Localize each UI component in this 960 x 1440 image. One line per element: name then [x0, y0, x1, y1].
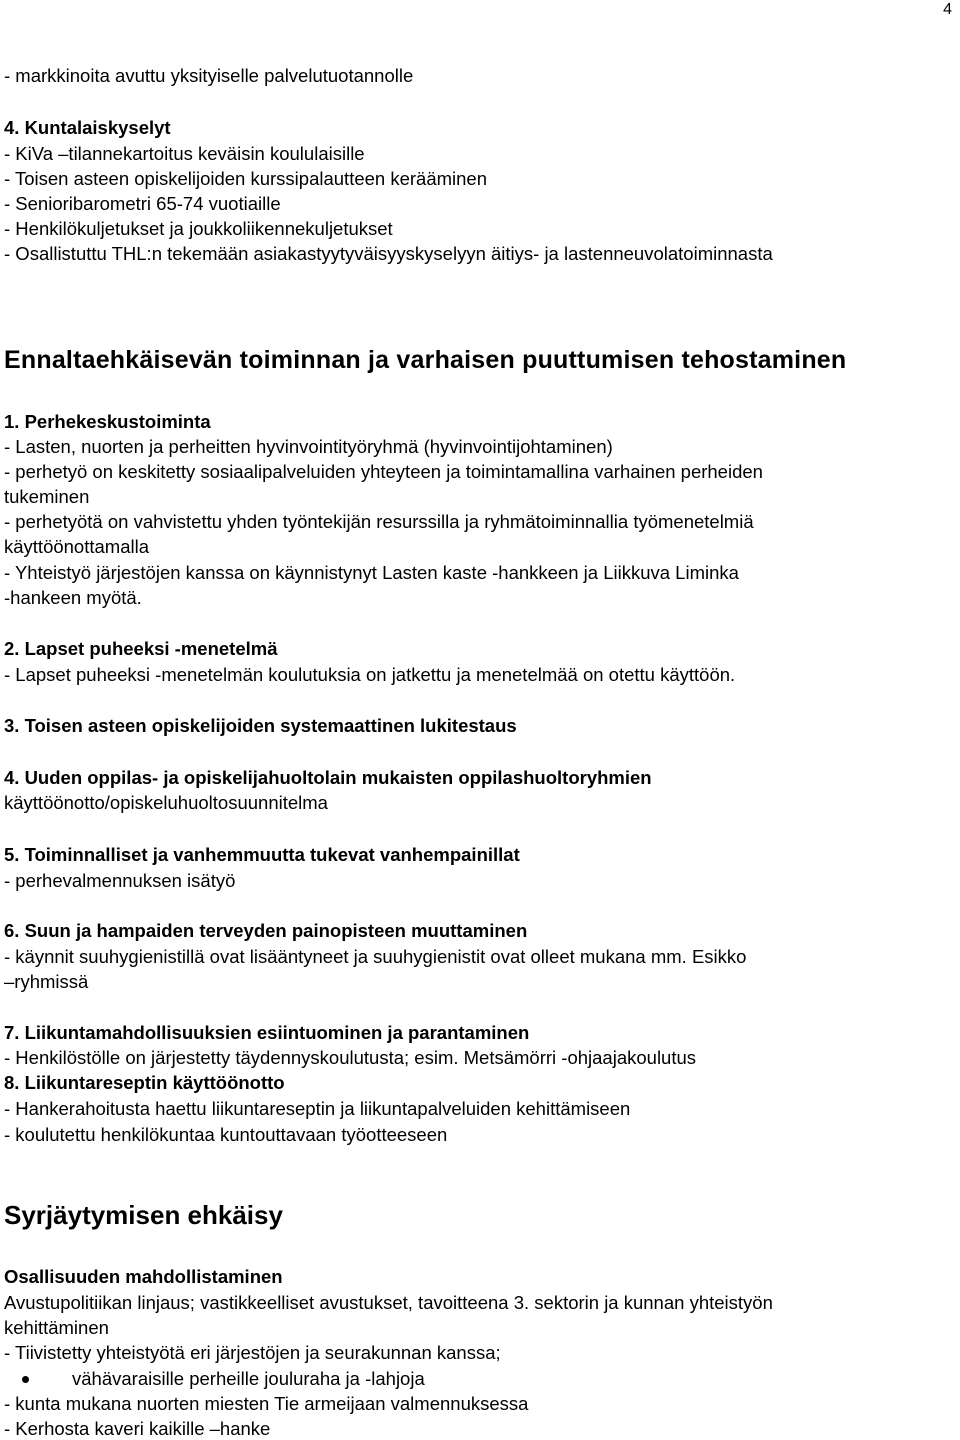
text-line: - Lapset puheeksi -menetelmän koulutuksia on jatkettu ja menetelmää on otettu käyttöön. [4, 664, 736, 685]
text-line: - kunta mukana nuorten miesten Tie armeijaan valmennuksessa [4, 1393, 529, 1414]
text-line: - perhetyö on keskitetty sosiaalipalveluiden yhteyteen ja toimintamallina varhainen perheiden [4, 461, 763, 482]
text-line: kehittäminen [4, 1317, 109, 1338]
list-heading: 4. Kuntalaiskyselyt [4, 117, 171, 138]
list-heading: 5. Toiminnalliset ja vanhemmuutta tukevat vanhempainillat [4, 844, 520, 865]
text-line: tukeminen [4, 486, 90, 507]
text-line: - Toisen asteen opiskelijoiden kurssipalautteen kerääminen [4, 168, 488, 189]
text-line: - markkinoita avuttu yksityiselle palvelutuotannolle [4, 65, 414, 86]
text-line: Avustupolitiikan linjaus; vastikkeelliset avustukset, tavoitteena 3. sektorin ja kunnan yhteistyön [4, 1292, 773, 1313]
page-number: 4 [943, 1, 952, 18]
text-line: - käynnit suuhygienistillä ovat lisääntyneet ja suuhygienistit ovat olleet mukana mm. Esikko [4, 946, 747, 967]
text-line: –ryhmissä [4, 971, 89, 992]
text-line: -hankeen myötä. [4, 587, 142, 608]
text-line: - perhetyötä on vahvistettu yhden työntekijän resurssilla ja ryhmätoiminnallia työmenetelmiä [4, 511, 754, 532]
bullet-dot-icon [22, 1376, 29, 1383]
text-line: - KiVa –tilannekartoitus keväisin koululaisille [4, 143, 365, 164]
list-heading: 3. Toisen asteen opiskelijoiden systemaattinen lukitestaus [4, 715, 517, 736]
list-heading: 4. Uuden oppilas- ja opiskelijahuoltolain mukaisten oppilashuoltoryhmien [4, 767, 652, 788]
text-line: käyttöönotto/opiskeluhuoltosuunnitelma [4, 792, 328, 813]
text-line: - Osallistuttu THL:n tekemään asiakastyytyväisyyskyselyyn äitiys- ja lastenneuvolatoiminnasta [4, 243, 773, 264]
bullet-item-text: vähävaraisille perheille jouluraha ja -lahjoja [72, 1368, 425, 1389]
text-line: - perhevalmennuksen isätyö [4, 870, 236, 891]
list-heading: 1. Perhekeskustoiminta [4, 411, 211, 432]
list-heading: 2. Lapset puheeksi -menetelmä [4, 638, 278, 659]
text-line: - Tiivistetty yhteistyötä eri järjestöjen ja seurakunnan kanssa; [4, 1342, 501, 1363]
text-line: - Henkilökuljetukset ja joukkoliikennekuljetukset [4, 218, 393, 239]
text-line: - Lasten, nuorten ja perheitten hyvinvointityöryhmä (hyvinvointijohtaminen) [4, 436, 613, 457]
text-line: - Senioribarometri 65-74 vuotiaille [4, 193, 281, 214]
list-heading: 6. Suun ja hampaiden terveyden painopisteen muuttaminen [4, 920, 528, 941]
text-line: käyttöönottamalla [4, 536, 150, 557]
text-line: - Henkilöstölle on järjestetty täydennyskoulutusta; esim. Metsämörri -ohjaajakoulutus [4, 1047, 697, 1068]
text-line: - koulutettu henkilökuntaa kuntouttavaan työotteeseen [4, 1124, 448, 1145]
text-line: - Hankerahoitusta haettu liikuntareseptin ja liikuntapalveluiden kehittämiseen [4, 1098, 631, 1119]
section-heading: Ennaltaehkäisevän toiminnan ja varhaisen puuttumisen tehostaminen [4, 346, 847, 374]
text-line: - Kerhosta kaveri kaikille –hanke [4, 1418, 271, 1439]
list-heading: 8. Liikuntareseptin käyttöönotto [4, 1072, 285, 1093]
section-heading: Syrjäytymisen ehkäisy [4, 1200, 283, 1230]
text-line: - Yhteistyö järjestöjen kanssa on käynnistynyt Lasten kaste -hankkeen ja Liikkuva Liminka [4, 562, 739, 583]
list-heading: 7. Liikuntamahdollisuuksien esiintuominen ja parantaminen [4, 1022, 530, 1043]
list-heading: Osallisuuden mahdollistaminen [4, 1266, 283, 1287]
